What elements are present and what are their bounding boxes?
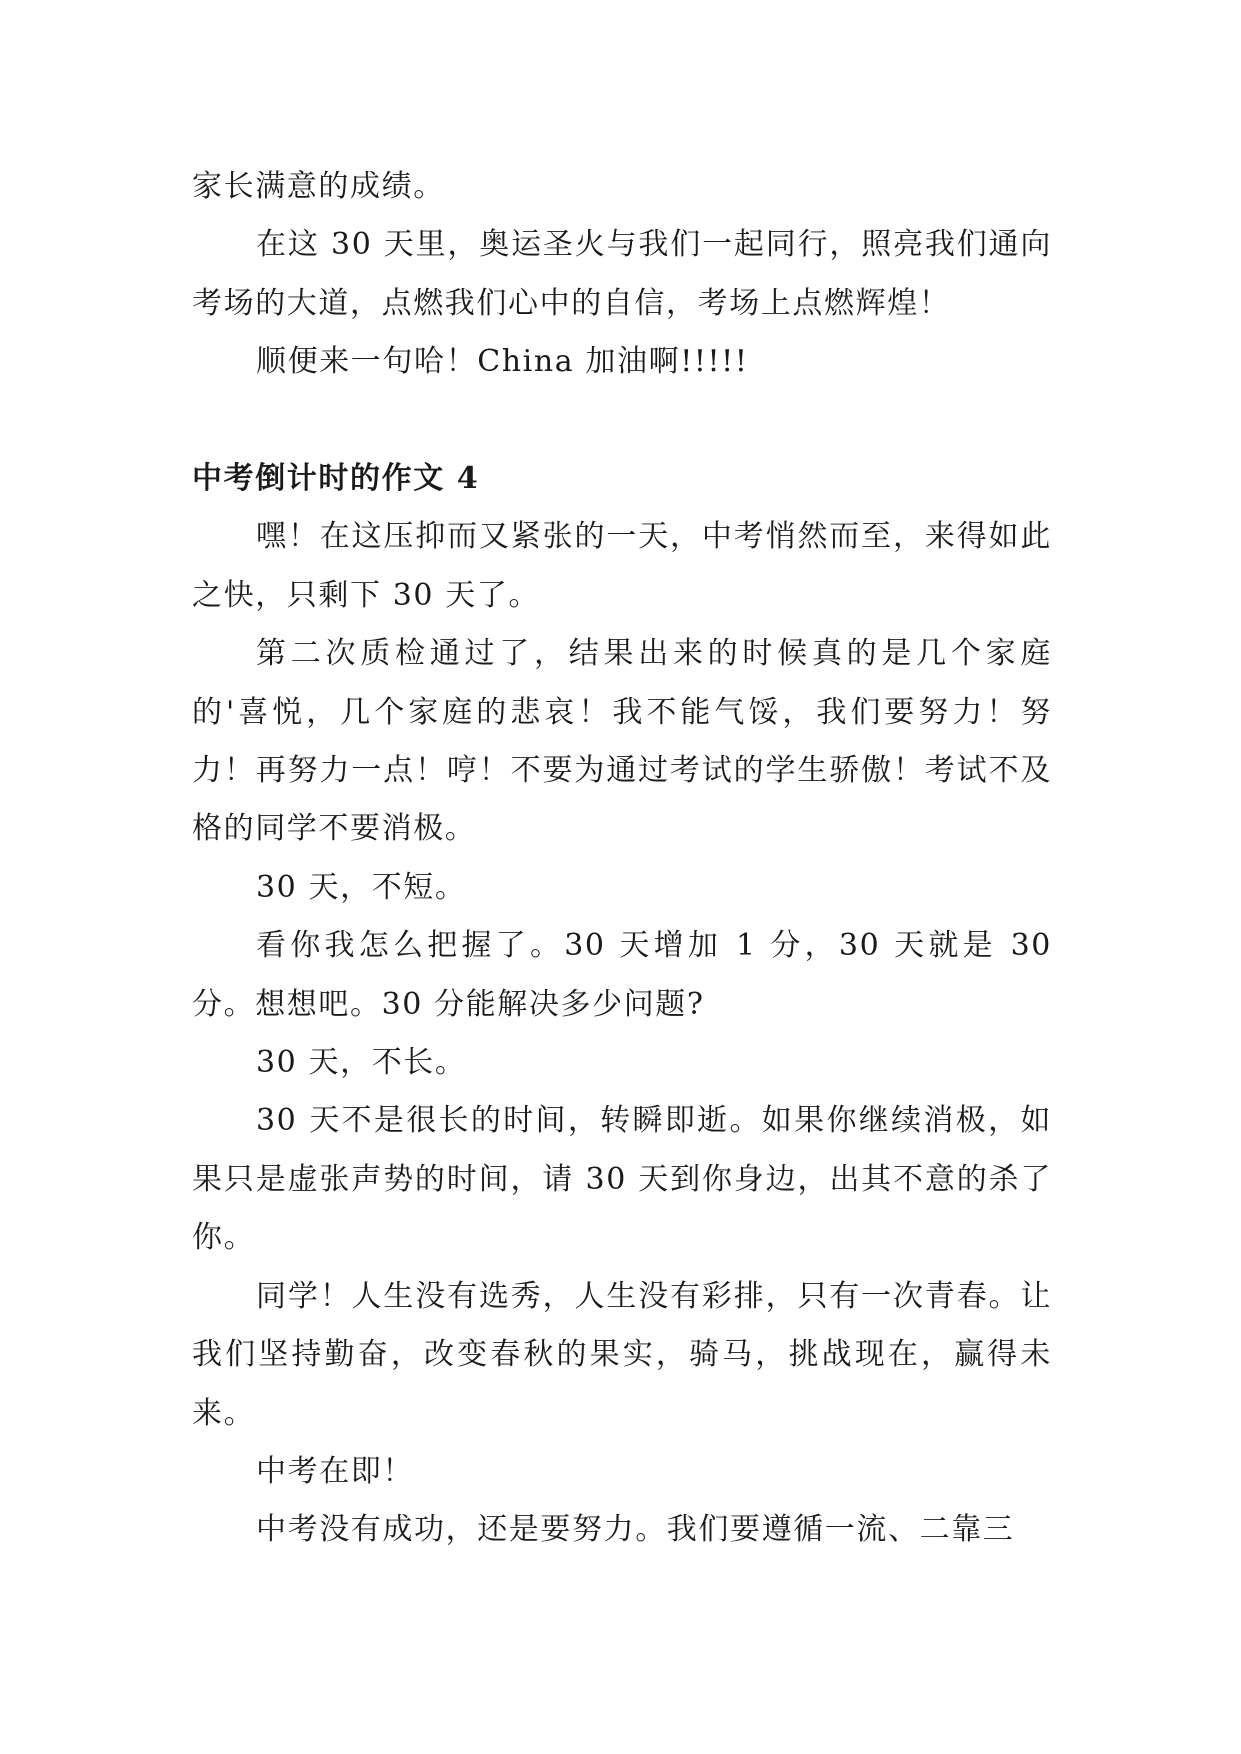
blank-line (192, 392, 1052, 450)
paragraph: 30 天，不短。 (256, 869, 467, 905)
section-heading: 中考倒计时的作文 4 (192, 461, 480, 497)
paragraph: 嘿！在这压抑而又紧张的一天，中考悄然而至，来得如此之快，只剩下 30 天了。 (192, 519, 1052, 613)
paragraph: 看你我怎么把握了。30 天增加 1 分，30 天就是 30 分。想想吧。30 分能解决多少问题? (192, 928, 1052, 1022)
paragraph: 家长满意的成绩。 (192, 169, 445, 204)
paragraph: 30 天，不长。 (256, 1045, 467, 1081)
paragraph: 在这 30 天里，奥运圣火与我们一起同行，照亮我们通向考场的大道，点燃我们心中的自信，考场上点燃辉煌！ (192, 227, 1052, 321)
paragraph: 中考在即！ (256, 1453, 414, 1489)
document-body (192, 158, 1052, 1560)
paragraph: 第二次质检通过了，结果出来的时候真的是几个家庭的'喜悦，几个家庭的悲哀！我不能气馁，我们要努力！努力！再努力一点！哼！不要为通过考试的学生骄傲！考试不及格的同学不要消极。 (192, 636, 1052, 847)
paragraph: 顺便来一句哈！China 加油啊!!!!! (256, 344, 749, 380)
paragraph: 中考没有成功，还是要努力。我们要遵循一流、二靠三 (256, 1512, 1015, 1548)
paragraph: 30 天不是很长的时间，转瞬即逝。如果你继续消极，如果只是虚张声势的时间，请 30 天到你身边，出其不意的杀了你。 (192, 1103, 1052, 1256)
paragraph: 同学！人生没有选秀，人生没有彩排，只有一次青春。让我们坚持勤奋，改变春秋的果实，骑马，挑战现在，赢得未来。 (192, 1278, 1052, 1431)
